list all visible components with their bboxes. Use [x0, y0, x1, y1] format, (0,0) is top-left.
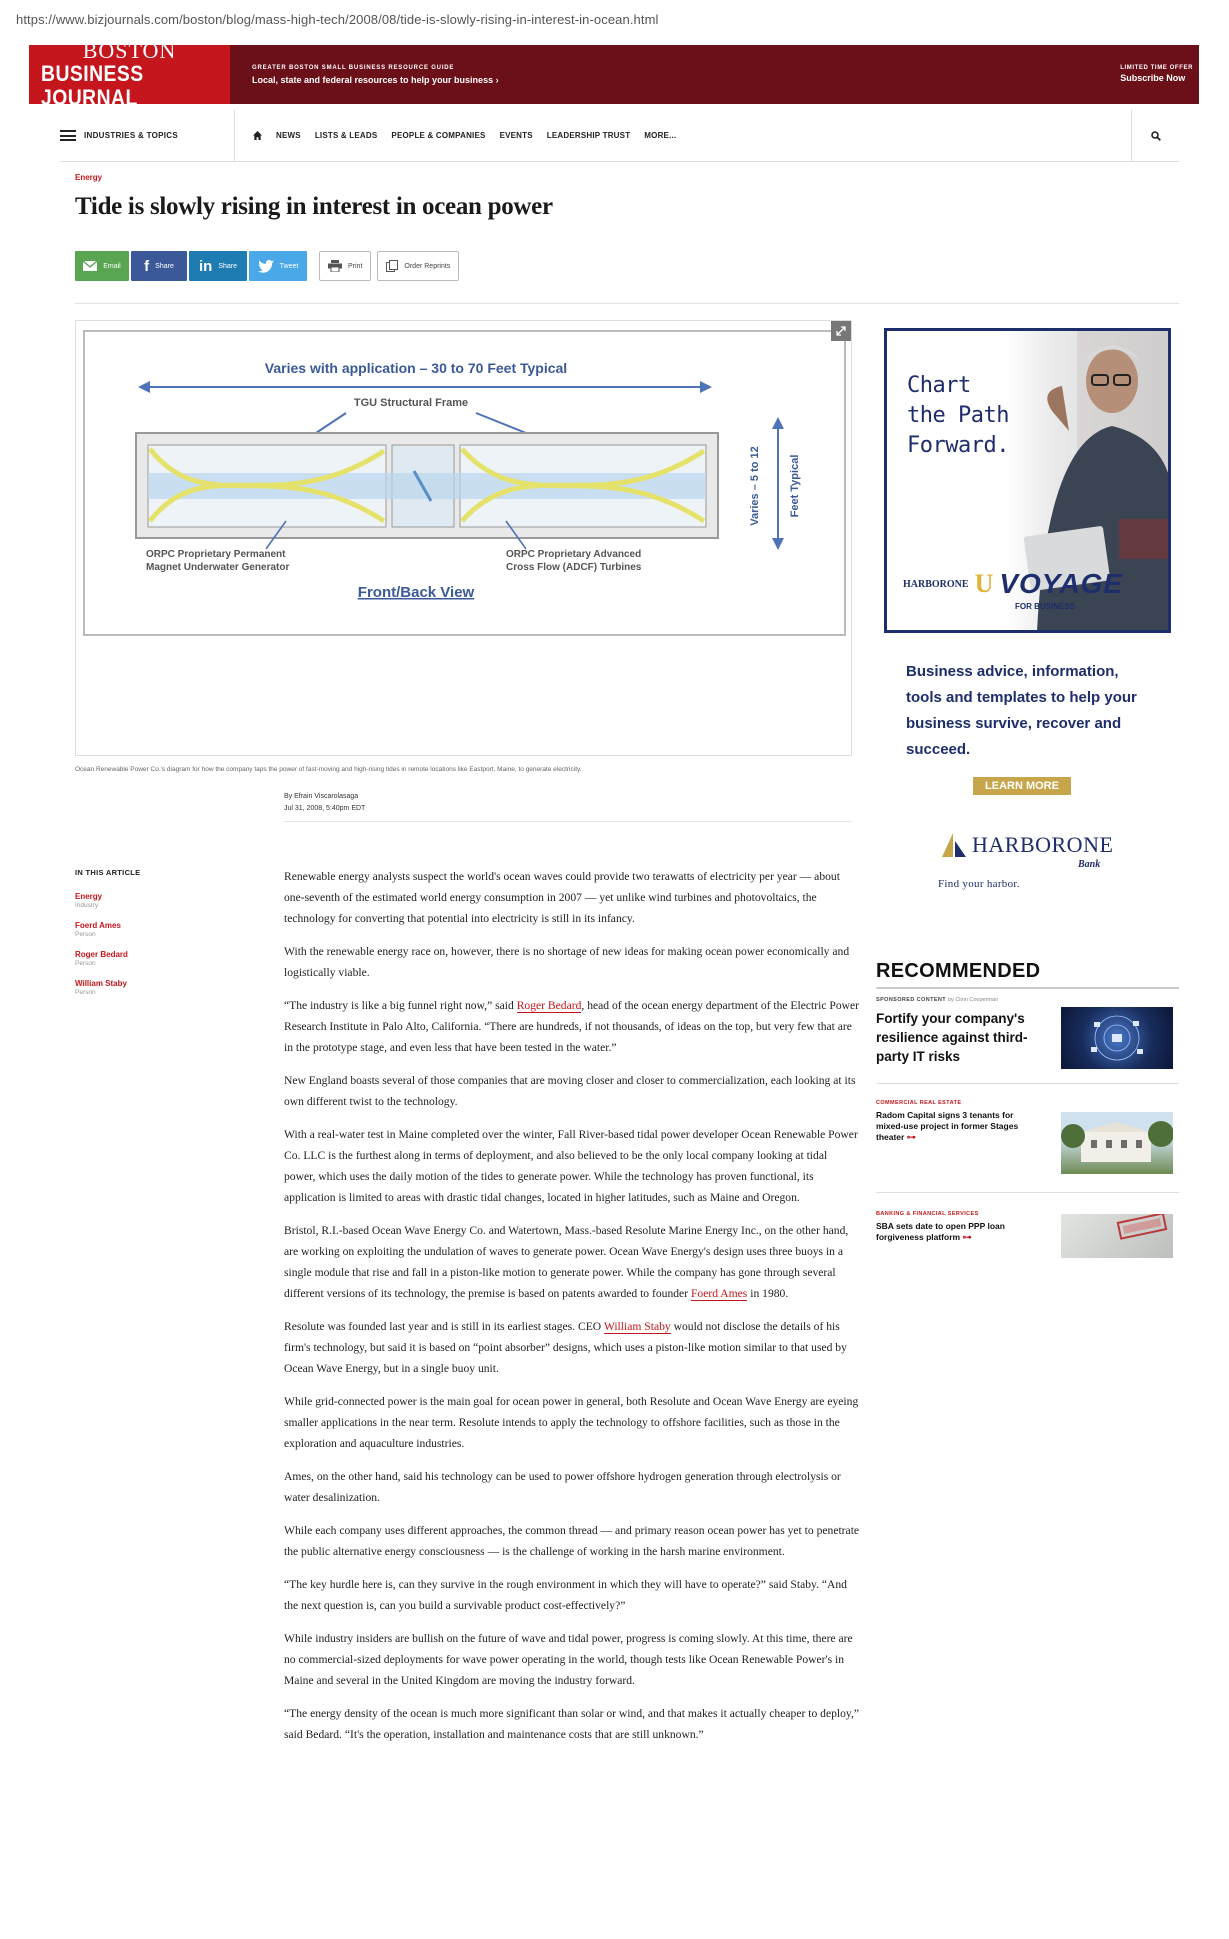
industries-topics-label: INDUSTRIES & TOPICS: [84, 131, 179, 140]
author[interactable]: By Efrain Viscarolasaga: [284, 793, 359, 800]
divider: [876, 1192, 1179, 1193]
nav-leadership-trust[interactable]: LEADERSHIP TRUST: [546, 131, 631, 140]
in-this-article: [75, 868, 205, 1008]
share-toolbar: [75, 251, 459, 281]
expand-image-button[interactable]: [831, 321, 851, 341]
recommended-title[interactable]: Fortify your company's resilience against third-party IT risks: [876, 1011, 1028, 1064]
email-share-button[interactable]: [75, 251, 129, 281]
article-paragraph: Ames, on the other hand, said his technology can be used to power offshore hydrogen generation through electrolysis or water desalinization.: [284, 1470, 841, 1504]
nav-more[interactable]: MORE...: [644, 131, 677, 140]
recommended-label: [876, 997, 1179, 1003]
linkedin-share-label: Share: [218, 262, 238, 270]
learn-more-button[interactable]: LEARN MORE: [973, 777, 1071, 795]
publish-date: Jul 31, 2008, 5:40pm EDT: [284, 805, 366, 812]
article-paragraph: “The industry is like a big funnel right now,” said Roger Bedard, head of the ocean energy department of the Electric Power Research Institute in Palo Alto, California. “There are hundreds, if not thousands, of ideas on the top, but very few that are in the prototype stage, and even less that have been tested in the water.”: [284, 999, 859, 1054]
recommended-thumbnail[interactable]: [1061, 1214, 1173, 1258]
person-link[interactable]: Foerd Ames: [690, 1287, 748, 1300]
reprints-icon: [386, 260, 398, 272]
recommended-header: RECOMMENDED: [876, 960, 1041, 982]
recommended-label: BANKING & FINANCIAL SERVICES: [876, 1211, 979, 1217]
ad-headline-3: Forward.: [907, 433, 1009, 458]
related-topic[interactable]: [75, 979, 205, 997]
recommended-thumbnail[interactable]: [1061, 1007, 1173, 1069]
twitter-share-button[interactable]: [249, 251, 307, 281]
nav-events[interactable]: EVENTS: [499, 131, 533, 140]
envelope-icon: [83, 261, 97, 271]
ad-body: Business advice, information, tools and templates to help your business survive, recover and succeed.: [906, 663, 1137, 758]
offer-kicker: LIMITED TIME OFFER: [1120, 65, 1193, 71]
article-paragraph: “The energy density of the ocean is much more significant than solar or wind, and that makes it actually cheaper to deploy,” said Bedard. “It's the operation, installation and maintenance costs that are still unknown.”: [284, 1707, 859, 1741]
article-figure[interactable]: [75, 320, 852, 756]
related-topic-name[interactable]: William Staby: [75, 979, 127, 988]
ad-tagline: Find your harbor.: [938, 878, 1020, 890]
article-paragraph: “The key hurdle here is, can they survive in the rough environment in which they will have to operate?” said Staby. “And the next question is, can you build a survivable product cost-effectively?”: [284, 1578, 847, 1612]
article-paragraph: Bristol, R.I.-based Ocean Wave Energy Co. and Watertown, Mass.-based Resolute Marine Energy Inc., on the other hand, are working on exploiting the undulation of waves to generate power. Ocean Wave Energy's design uses three buoys in a single module that rise and fall in a piston-like motion to generate power. While the company has gone through several different versions of its technology, the premise is based on patents awarded to founder Foerd Ames in 1980.: [284, 1224, 849, 1300]
top-banner: [29, 37, 1199, 110]
article-headline: Tide is slowly rising in interest in ocean power: [75, 193, 553, 220]
related-topic-type: Person: [75, 931, 96, 938]
harborone-sail-icon: [938, 831, 968, 859]
voyage-wordmark: VOYAGE: [999, 568, 1124, 599]
harborone-voyage-logo: [903, 568, 1124, 611]
related-topic-name[interactable]: Roger Bedard: [75, 950, 128, 959]
home-icon[interactable]: [253, 131, 262, 140]
recommended-label-text: SPONSORED CONTENT: [876, 997, 947, 1003]
related-topic-type: Person: [75, 960, 96, 967]
harborone-bank-sub: Bank: [1078, 859, 1101, 870]
linkedin-share-button[interactable]: [189, 251, 247, 281]
harborone-bank-logo[interactable]: [938, 831, 1114, 870]
linkedin-icon: in: [198, 257, 213, 275]
article-category[interactable]: Energy: [75, 173, 103, 182]
recommended-thumbnail[interactable]: [1061, 1112, 1173, 1174]
email-share-label: Email: [103, 262, 121, 270]
related-topic[interactable]: [75, 921, 205, 939]
article-paragraph: With the renewable energy race on, however, there is no shortage of new ideas for making ocean power economically and logistically viable.: [284, 945, 850, 979]
theater-building-image: [1061, 1112, 1173, 1174]
related-topic[interactable]: [75, 892, 205, 910]
facebook-icon: f: [144, 257, 150, 275]
facebook-share-label: Share: [155, 262, 174, 270]
figure-view-label: Front/Back View: [357, 584, 475, 601]
recommended-item[interactable]: [876, 1211, 1179, 1281]
figure-caption: Ocean Renewable Power Co.'s diagram for how the company taps the power of fast-moving and high-rising tides in remote locations like Eastport, Maine, to generate electricity.: [75, 766, 582, 773]
article-paragraph: While industry insiders are bullish on the future of wave and tidal power, progress is coming slowly. At this time, there are no commercial-sized deployments for wave power operating in the world, though tests like Ocean Renewable Power's in Maine and several in the United Kingdom are moving the industry forward.: [284, 1632, 853, 1687]
figure-top-label: Varies with application – 30 to 70 Feet Typical: [264, 360, 568, 376]
ad-image: [884, 328, 1171, 633]
subscribe-link[interactable]: [1120, 65, 1193, 83]
divider: [284, 821, 851, 822]
printer-icon: [328, 260, 342, 272]
logo-line-2: BUSINESS JOURNAL: [41, 60, 144, 110]
twitter-share-label: Tweet: [279, 262, 299, 270]
subscribe-label: Subscribe Now: [1120, 73, 1186, 83]
voyage-for-business: FOR BUSINESS: [1015, 602, 1076, 611]
voyage-u-mark: U: [974, 569, 994, 598]
related-topic-name[interactable]: Foerd Ames: [75, 921, 121, 930]
print-label: Print: [348, 262, 363, 270]
figure-left-label-2: Magnet Underwater Generator: [146, 562, 290, 573]
search-icon: [1151, 131, 1161, 141]
divider: [876, 987, 1179, 989]
article-paragraph: New England boasts several of those companies that are moving closer and closer to commercialization, each looking at its own different twist to the technology.: [284, 1074, 856, 1108]
figure-side-label-2: Feet Typical: [789, 454, 801, 518]
network-locks-image: [1061, 1007, 1173, 1069]
order-reprints-button[interactable]: [377, 251, 459, 281]
article-body: [284, 866, 860, 1757]
resource-guide-link[interactable]: [252, 65, 499, 85]
byline: [284, 791, 365, 815]
expand-icon: [836, 326, 846, 336]
print-button[interactable]: [319, 251, 371, 281]
search-button[interactable]: [1131, 110, 1179, 162]
industries-topics-menu[interactable]: [60, 110, 235, 162]
ad-headline-2: the Path: [907, 403, 1009, 428]
divider: [75, 303, 1179, 304]
nav-links: [253, 131, 676, 140]
nav-news[interactable]: NEWS: [276, 131, 301, 140]
nav-people-companies[interactable]: PEOPLE & COMPANIES: [391, 131, 486, 140]
article-paragraph: While each company uses different approaches, the common thread — and primary reason ocean power has yet to penetrate the public alternative energy consciousness — is the challenge of working in the harsh marine environment.: [284, 1524, 860, 1558]
recommended-item[interactable]: [876, 1100, 1179, 1180]
recommended-title-text: SBA sets date to open PPP loan forgiveness platform: [876, 1221, 1005, 1242]
sponsor-name: by Clinn Cooperman: [948, 997, 999, 1003]
related-topic-name[interactable]: Energy: [75, 892, 103, 901]
figure-right-label-1: ORPC Proprietary Advanced: [506, 549, 642, 560]
main-nav: [60, 110, 1179, 162]
person-link[interactable]: Roger Bedard: [516, 999, 582, 1012]
resource-guide-title: Local, state and federal resources to help your business ›: [252, 74, 499, 85]
in-this-article-header: IN THIS ARTICLE: [75, 868, 141, 877]
hamburger-icon: [60, 130, 76, 141]
facebook-share-button[interactable]: [131, 251, 187, 281]
figure-frame-label: TGU Structural Frame: [353, 397, 469, 409]
voyage-harbor-wordmark: HARBORONE: [903, 578, 969, 590]
twitter-icon: [258, 260, 274, 273]
related-topic[interactable]: [75, 950, 205, 968]
ad-headline: [907, 371, 1009, 461]
resource-guide-kicker: GREATER BOSTON SMALL BUSINESS RESOURCE GUIDE: [252, 64, 455, 71]
nav-lists-leads[interactable]: LISTS & LEADS: [314, 131, 378, 140]
figure-side-label-1: Varies – 5 to 12: [749, 446, 761, 526]
related-topic-type: Person: [75, 989, 96, 996]
person-link[interactable]: William Staby: [603, 1320, 671, 1333]
divider: [876, 1083, 1179, 1084]
approved-stamp-image: [1061, 1214, 1173, 1258]
recommended-title-text: Radom Capital signs 3 tenants for mixed-use project in former Stages theater: [876, 1110, 1019, 1142]
recommended-title[interactable]: [876, 1110, 1034, 1143]
article-paragraph: While grid-connected power is the main goal for ocean power in general, both Resolute and Ocean Wave Energy are eyeing smaller applications in the near term. Resolute intends to apply the technology to offshore facilities, such as those in the exploration and aquaculture industries.: [284, 1395, 859, 1450]
recommended-title[interactable]: [876, 1221, 1026, 1243]
order-reprints-label: Order Reprints: [404, 262, 451, 270]
article-paragraph: With a real-water test in Maine completed over the winter, Fall River-based tidal power developer Ocean Renewable Power Co. LLC is the furthest along in terms of deployment, and also believed to be the only local company looking at tidal power, which uses the daily motion of the tides to generate power. While the technology has proven functional, its application is limited to areas with drastic tidal changes, located in higher latitudes, such as Maine and Oregon.: [284, 1128, 858, 1204]
logo-line-1: BOSTON: [82, 37, 177, 63]
harborone-wordmark: HARBORONE: [972, 832, 1114, 857]
article-paragraph: Resolute was founded last year and is still in its earliest stages. CEO William Staby would not disclose the details of his firm's technology, but said it is based on “point absorber” designs, which uses a piston-like motion similar to that used by Ocean Wave Energy, but in a single buoy unit.: [284, 1320, 847, 1375]
url-bar[interactable]: https://www.bizjournals.com/boston/blog/mass-high-tech/2008/08/tide-is-slowly-rising-in-interest-in-ocean.html: [16, 12, 659, 27]
harborone-ad[interactable]: [876, 320, 1179, 641]
related-topic-type: Industry: [75, 902, 99, 909]
tidal-turbine-diagram: [76, 321, 853, 757]
key-icon: ⊶: [906, 1132, 916, 1142]
key-icon: ⊶: [962, 1232, 972, 1242]
figure-right-label-2: Cross Flow (ADCF) Turbines: [506, 562, 642, 573]
recommended-item[interactable]: [876, 997, 1179, 1077]
figure-left-label-1: ORPC Proprietary Permanent: [146, 549, 286, 560]
article-paragraph: Renewable energy analysts suspect the world's ocean waves could provide two terawatts of electricity per year — about one-seventh of the estimated world energy consumption in 2007 — yet unlike wind turbines and photovoltaics, the technology for converting that potential into electricity is still in its infancy.: [284, 870, 840, 925]
ad-headline-1: Chart: [907, 373, 971, 398]
recommended-label: COMMERCIAL REAL ESTATE: [876, 1100, 962, 1106]
site-logo[interactable]: [29, 37, 230, 110]
